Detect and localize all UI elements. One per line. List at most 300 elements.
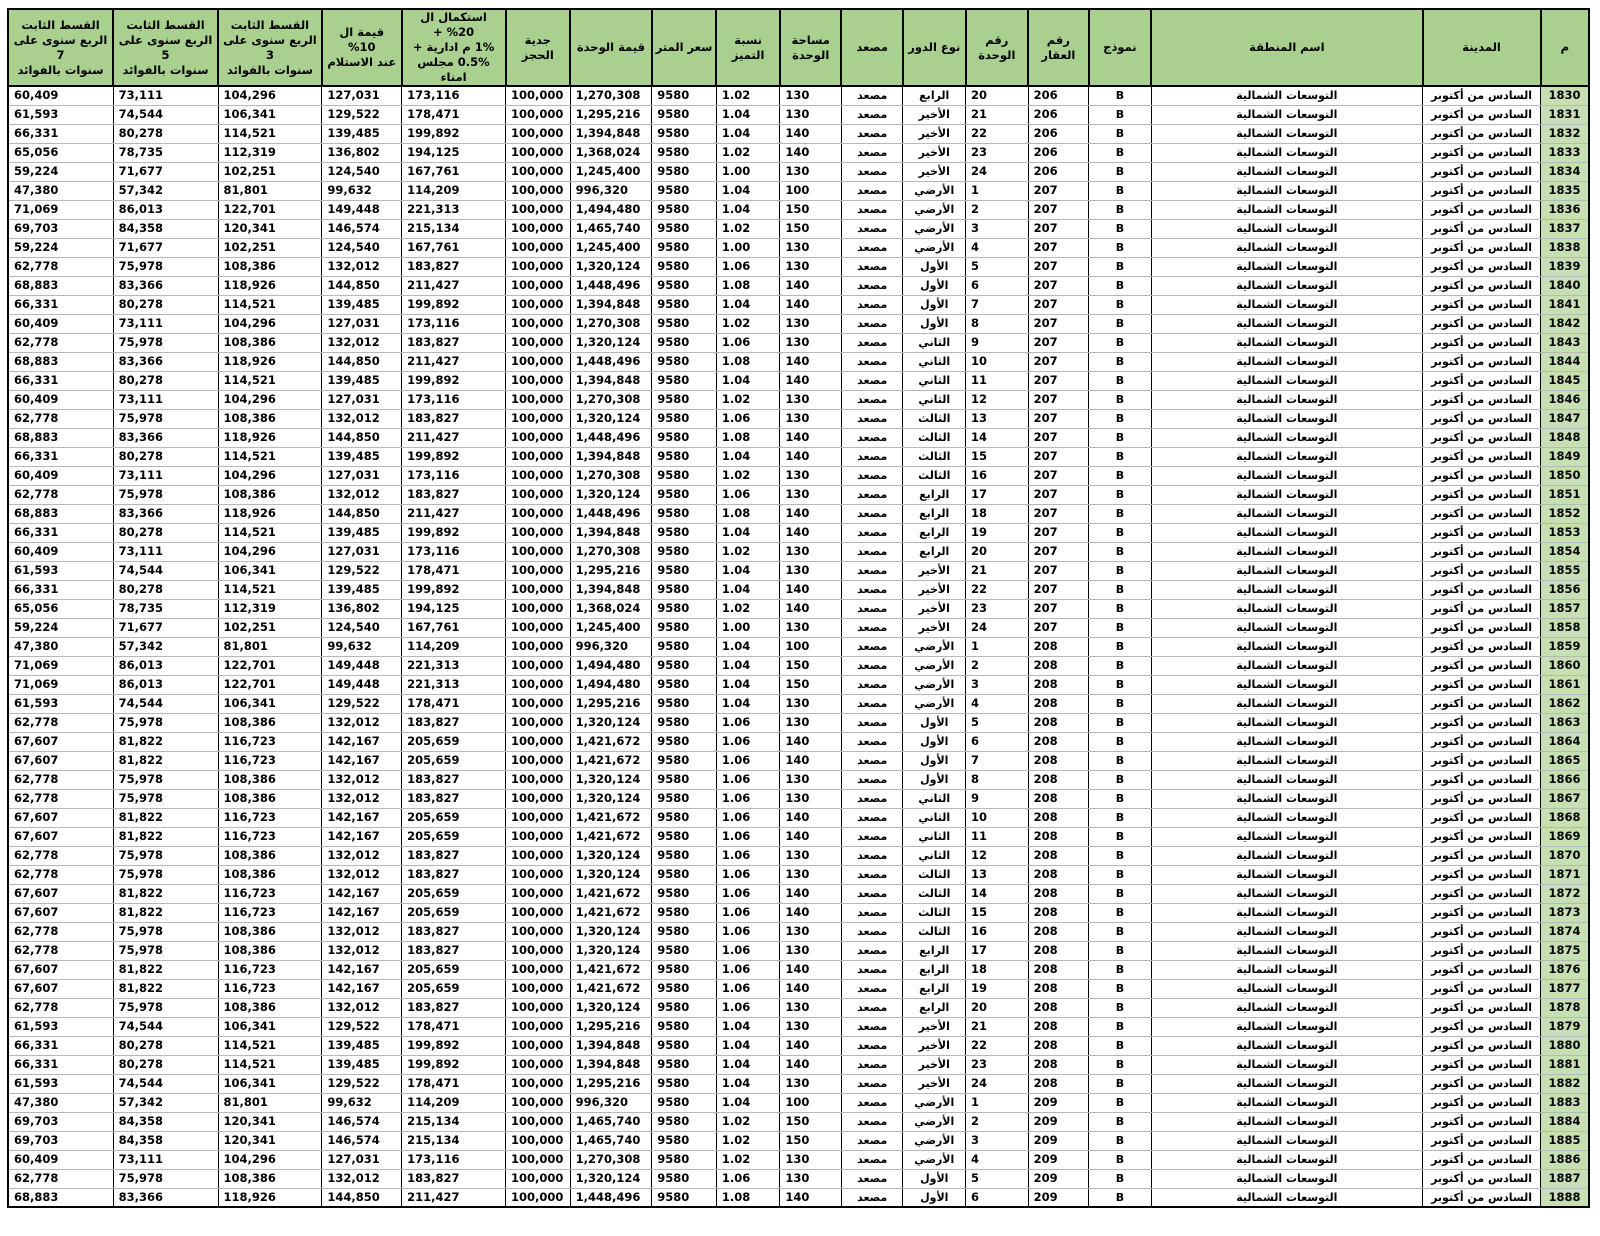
col-elevator-cell: مصعد: [841, 86, 903, 105]
col-index-cell: 1834: [1541, 162, 1589, 181]
col-model-cell: B: [1089, 295, 1152, 314]
col-handover-10pct-cell: 132,012: [322, 846, 402, 865]
col-unit-area-cell: 130: [780, 86, 842, 105]
table-row: [8, 276, 1589, 295]
table-row: [8, 827, 1589, 846]
col-meter-price-cell: 9580: [652, 580, 717, 599]
col-meter-price-cell: 9580: [652, 1188, 717, 1207]
col-installment-3y-cell: 116,723: [218, 732, 322, 751]
col-installment-7y-cell: 68,883: [8, 1188, 113, 1207]
col-model-cell: B: [1089, 485, 1152, 504]
col-booking-deposit-cell: 100,000: [506, 618, 571, 637]
col-city-cell: السادس من أكتوبر: [1423, 1017, 1541, 1036]
col-index-cell: 1830: [1541, 86, 1589, 105]
col-unit-area-cell: 150: [780, 219, 842, 238]
col-premium-ratio-cell: 1.04: [716, 675, 780, 694]
col-index-cell: 1875: [1541, 941, 1589, 960]
col-installment-3y-cell: 116,723: [218, 808, 322, 827]
col-unit-area-cell: 140: [780, 732, 842, 751]
col-installment-7y-cell: 62,778: [8, 409, 113, 428]
col-handover-10pct-cell: 132,012: [322, 485, 402, 504]
col-property-no-cell: 207: [1028, 295, 1089, 314]
col-unit-value-cell: 1,394,848: [570, 447, 652, 466]
col-unit-value-cell: 1,320,124: [570, 998, 652, 1017]
col-installment-3y-cell: 114,521: [218, 1036, 322, 1055]
col-property-no-cell: 207: [1028, 352, 1089, 371]
col-city-cell: السادس من أكتوبر: [1423, 713, 1541, 732]
col-city-cell: السادس من أكتوبر: [1423, 162, 1541, 181]
col-unit-value-cell: 1,394,848: [570, 295, 652, 314]
col-city-cell: السادس من أكتوبر: [1423, 846, 1541, 865]
col-unit-area-cell: 130: [780, 618, 842, 637]
col-elevator-cell: مصعد: [841, 238, 903, 257]
col-floor-type-cell: الأخير: [903, 124, 966, 143]
table-row: [8, 1093, 1589, 1112]
col-unit-value-cell: 1,320,124: [570, 865, 652, 884]
col-unit-value-cell: 996,320: [570, 1093, 652, 1112]
col-handover-10pct-cell: 139,485: [322, 523, 402, 542]
col-installment-5y-cell: 73,111: [113, 314, 218, 333]
col-meter-price-cell: 9580: [652, 1093, 717, 1112]
col-area-cell: التوسعات الشمالية: [1151, 1188, 1422, 1207]
col-unit-value-cell: 1,394,848: [570, 371, 652, 390]
col-elevator-cell: مصعد: [841, 295, 903, 314]
col-booking-deposit-cell: 100,000: [506, 751, 571, 770]
col-model-cell: B: [1089, 979, 1152, 998]
col-premium-ratio-cell: 1.04: [716, 561, 780, 580]
col-handover-10pct-cell: 129,522: [322, 1074, 402, 1093]
col-city-cell: السادس من أكتوبر: [1423, 333, 1541, 352]
col-installment-3y-cell: 116,723: [218, 960, 322, 979]
col-floor-type-cell: الرابع: [903, 485, 966, 504]
col-installment-7y-cell: 47,380: [8, 637, 113, 656]
col-installment-3y-cell: 106,341: [218, 1017, 322, 1036]
col-unit-value-cell: 1,394,848: [570, 1036, 652, 1055]
col-handover-10pct-cell: 142,167: [322, 960, 402, 979]
col-index-cell: 1838: [1541, 238, 1589, 257]
col-booking-deposit-cell: 100,000: [506, 428, 571, 447]
col-unit-value-cell: 1,245,400: [570, 162, 652, 181]
col-installment-5y-cell: 80,278: [113, 447, 218, 466]
col-unit-value-cell: 1,270,308: [570, 466, 652, 485]
col-index-cell: 1863: [1541, 713, 1589, 732]
col-elevator-cell: مصعد: [841, 808, 903, 827]
col-unit-no-cell: 15: [966, 903, 1029, 922]
col-booking-deposit-cell: 100,000: [506, 599, 571, 618]
col-installment-3y-cell: 108,386: [218, 485, 322, 504]
col-meter-price-cell: 9580: [652, 86, 717, 105]
col-premium-ratio-cell: 1.08: [716, 504, 780, 523]
col-installment-3y-cell: 114,521: [218, 124, 322, 143]
col-city-cell: السادس من أكتوبر: [1423, 86, 1541, 105]
table-row: [8, 580, 1589, 599]
col-index-cell: 1858: [1541, 618, 1589, 637]
col-unit-no-cell: 9: [966, 333, 1029, 352]
col-index-cell: 1869: [1541, 827, 1589, 846]
col-property-no-cell: 208: [1028, 1055, 1089, 1074]
col-floor-type-cell: الأخير: [903, 599, 966, 618]
col-city-cell: السادس من أكتوبر: [1423, 827, 1541, 846]
col-property-no-cell: 207: [1028, 580, 1089, 599]
col-premium-ratio-cell: 1.02: [716, 314, 780, 333]
col-handover-10pct-cell: 132,012: [322, 257, 402, 276]
col-booking-deposit-cell: 100,000: [506, 409, 571, 428]
col-unit-no-cell: 19: [966, 979, 1029, 998]
col-completion-20pct-cell: 221,313: [402, 200, 506, 219]
col-installment-5y-cell: 78,735: [113, 599, 218, 618]
col-unit-value-cell: 996,320: [570, 637, 652, 656]
col-unit-no-cell: 11: [966, 827, 1029, 846]
col-area-cell: التوسعات الشمالية: [1151, 789, 1422, 808]
col-area-cell: التوسعات الشمالية: [1151, 979, 1422, 998]
table-row: [8, 1074, 1589, 1093]
col-unit-value-cell: 1,295,216: [570, 105, 652, 124]
col-property-no-cell: 208: [1028, 637, 1089, 656]
col-unit-value-cell: 1,465,740: [570, 1112, 652, 1131]
col-completion-20pct-cell: 183,827: [402, 922, 506, 941]
col-index-cell: 1859: [1541, 637, 1589, 656]
col-index-cell: 1857: [1541, 599, 1589, 618]
col-area-cell: التوسعات الشمالية: [1151, 1169, 1422, 1188]
col-area-cell: التوسعات الشمالية: [1151, 333, 1422, 352]
col-completion-20pct-cell: 211,427: [402, 276, 506, 295]
col-property-no-cell: 207: [1028, 409, 1089, 428]
col-installment-5y-cell: 74,544: [113, 1074, 218, 1093]
col-installment-3y-cell: 114,521: [218, 371, 322, 390]
col-handover-10pct-cell: 124,540: [322, 162, 402, 181]
col-meter-price-cell: 9580: [652, 143, 717, 162]
col-completion-20pct-cell: 173,116: [402, 466, 506, 485]
col-area-cell: التوسعات الشمالية: [1151, 827, 1422, 846]
col-index-cell: 1856: [1541, 580, 1589, 599]
col-booking-deposit-header: جدية الحجز: [506, 9, 571, 86]
table-row: [8, 219, 1589, 238]
table-row: [8, 1017, 1589, 1036]
col-index-cell: 1865: [1541, 751, 1589, 770]
col-unit-no-cell: 16: [966, 466, 1029, 485]
col-model-cell: B: [1089, 1017, 1152, 1036]
col-handover-10pct-cell: 129,522: [322, 105, 402, 124]
col-installment-5y-header: القسط الثابت الربع سنوى على 5 سنوات بالفوائد: [113, 9, 218, 86]
col-city-cell: السادس من أكتوبر: [1423, 238, 1541, 257]
col-unit-no-cell: 10: [966, 808, 1029, 827]
col-area-cell: التوسعات الشمالية: [1151, 219, 1422, 238]
col-model-cell: B: [1089, 1093, 1152, 1112]
col-installment-7y-cell: 71,069: [8, 656, 113, 675]
col-installment-7y-cell: 71,069: [8, 675, 113, 694]
col-property-no-cell: 208: [1028, 903, 1089, 922]
col-completion-20pct-cell: 183,827: [402, 713, 506, 732]
col-installment-5y-cell: 83,366: [113, 428, 218, 447]
col-floor-type-cell: الأول: [903, 1169, 966, 1188]
col-floor-type-cell: الرابع: [903, 979, 966, 998]
col-handover-10pct-cell: 144,850: [322, 1188, 402, 1207]
col-installment-3y-cell: 118,926: [218, 428, 322, 447]
col-floor-type-cell: الثالث: [903, 922, 966, 941]
table-row: [8, 751, 1589, 770]
col-unit-no-cell: 10: [966, 352, 1029, 371]
col-installment-7y-cell: 69,703: [8, 219, 113, 238]
col-installment-7y-cell: 68,883: [8, 504, 113, 523]
table-row: [8, 656, 1589, 675]
col-index-cell: 1839: [1541, 257, 1589, 276]
col-model-cell: B: [1089, 276, 1152, 295]
col-unit-area-cell: 140: [780, 1055, 842, 1074]
col-unit-value-cell: 1,270,308: [570, 1150, 652, 1169]
col-installment-5y-cell: 75,978: [113, 922, 218, 941]
col-area-cell: التوسعات الشمالية: [1151, 846, 1422, 865]
col-installment-5y-cell: 83,366: [113, 1188, 218, 1207]
col-premium-ratio-cell: 1.06: [716, 333, 780, 352]
col-meter-price-cell: 9580: [652, 1017, 717, 1036]
col-completion-20pct-cell: 173,116: [402, 86, 506, 105]
table-row: [8, 979, 1589, 998]
col-city-cell: السادس من أكتوبر: [1423, 618, 1541, 637]
col-city-cell: السادس من أكتوبر: [1423, 1188, 1541, 1207]
col-index-cell: 1855: [1541, 561, 1589, 580]
col-city-cell: السادس من أكتوبر: [1423, 675, 1541, 694]
col-area-cell: التوسعات الشمالية: [1151, 884, 1422, 903]
col-completion-20pct-cell: 205,659: [402, 979, 506, 998]
col-completion-20pct-cell: 221,313: [402, 675, 506, 694]
col-area-cell: التوسعات الشمالية: [1151, 941, 1422, 960]
col-unit-no-cell: 20: [966, 86, 1029, 105]
col-unit-value-cell: 1,421,672: [570, 751, 652, 770]
col-city-cell: السادس من أكتوبر: [1423, 732, 1541, 751]
col-property-no-cell: 207: [1028, 504, 1089, 523]
col-index-cell: 1886: [1541, 1150, 1589, 1169]
col-elevator-cell: مصعد: [841, 1112, 903, 1131]
col-completion-20pct-cell: 178,471: [402, 1017, 506, 1036]
col-property-no-cell: 208: [1028, 808, 1089, 827]
col-floor-type-cell: الأرضي: [903, 1112, 966, 1131]
col-elevator-cell: مصعد: [841, 732, 903, 751]
col-completion-20pct-cell: 183,827: [402, 333, 506, 352]
col-floor-type-cell: الرابع: [903, 86, 966, 105]
col-meter-price-cell: 9580: [652, 599, 717, 618]
col-installment-7y-cell: 59,224: [8, 618, 113, 637]
col-city-cell: السادس من أكتوبر: [1423, 1093, 1541, 1112]
col-installment-7y-cell: 68,883: [8, 352, 113, 371]
col-property-no-cell: 208: [1028, 941, 1089, 960]
col-installment-5y-cell: 57,342: [113, 1093, 218, 1112]
col-meter-price-cell: 9580: [652, 1150, 717, 1169]
col-premium-ratio-cell: 1.06: [716, 713, 780, 732]
col-unit-area-cell: 130: [780, 694, 842, 713]
col-model-cell: B: [1089, 941, 1152, 960]
col-installment-3y-cell: 114,521: [218, 580, 322, 599]
col-model-cell: B: [1089, 504, 1152, 523]
col-booking-deposit-cell: 100,000: [506, 447, 571, 466]
col-unit-value-cell: 1,320,124: [570, 713, 652, 732]
col-floor-type-cell: الثاني: [903, 827, 966, 846]
col-meter-price-cell: 9580: [652, 371, 717, 390]
col-booking-deposit-cell: 100,000: [506, 656, 571, 675]
col-index-cell: 1846: [1541, 390, 1589, 409]
col-unit-area-cell: 130: [780, 105, 842, 124]
col-unit-no-cell: 20: [966, 542, 1029, 561]
col-unit-no-cell: 4: [966, 694, 1029, 713]
col-installment-7y-cell: 67,607: [8, 979, 113, 998]
col-floor-type-cell: الأخير: [903, 618, 966, 637]
col-meter-price-cell: 9580: [652, 713, 717, 732]
col-completion-20pct-cell: 215,134: [402, 219, 506, 238]
col-installment-7y-cell: 60,409: [8, 1150, 113, 1169]
col-meter-price-cell: 9580: [652, 979, 717, 998]
col-unit-no-cell: 2: [966, 1112, 1029, 1131]
col-premium-ratio-cell: 1.08: [716, 1188, 780, 1207]
col-unit-area-cell: 130: [780, 314, 842, 333]
col-completion-20pct-cell: 178,471: [402, 694, 506, 713]
col-property-no-cell: 208: [1028, 751, 1089, 770]
col-premium-ratio-cell: 1.06: [716, 998, 780, 1017]
col-unit-area-cell: 140: [780, 1036, 842, 1055]
col-installment-3y-cell: 108,386: [218, 1169, 322, 1188]
col-installment-7y-cell: 66,331: [8, 523, 113, 542]
col-index-cell: 1882: [1541, 1074, 1589, 1093]
col-completion-20pct-cell: 199,892: [402, 124, 506, 143]
col-meter-price-cell: 9580: [652, 485, 717, 504]
col-floor-type-cell: الأخير: [903, 105, 966, 124]
col-booking-deposit-cell: 100,000: [506, 390, 571, 409]
col-meter-price-cell: 9580: [652, 884, 717, 903]
col-installment-7y-cell: 66,331: [8, 371, 113, 390]
col-installment-5y-cell: 75,978: [113, 865, 218, 884]
table-row: [8, 789, 1589, 808]
col-area-cell: التوسعات الشمالية: [1151, 428, 1422, 447]
col-elevator-cell: مصعد: [841, 181, 903, 200]
col-model-cell: B: [1089, 428, 1152, 447]
col-meter-price-cell: 9580: [652, 1112, 717, 1131]
col-unit-no-cell: 1: [966, 181, 1029, 200]
col-elevator-cell: مصعد: [841, 485, 903, 504]
col-completion-20pct-cell: 183,827: [402, 770, 506, 789]
col-installment-5y-cell: 75,978: [113, 846, 218, 865]
col-installment-7y-cell: 62,778: [8, 485, 113, 504]
col-city-cell: السادس من أكتوبر: [1423, 371, 1541, 390]
col-booking-deposit-cell: 100,000: [506, 314, 571, 333]
table-row: [8, 637, 1589, 656]
col-installment-7y-cell: 62,778: [8, 941, 113, 960]
col-unit-area-cell: 130: [780, 789, 842, 808]
col-unit-no-cell: 22: [966, 580, 1029, 599]
col-handover-10pct-cell: 149,448: [322, 675, 402, 694]
col-installment-3y-cell: 102,251: [218, 618, 322, 637]
table-row: [8, 485, 1589, 504]
col-city-cell: السادس من أكتوبر: [1423, 1112, 1541, 1131]
col-installment-7y-cell: 62,778: [8, 998, 113, 1017]
col-handover-10pct-cell: 139,485: [322, 1055, 402, 1074]
col-unit-no-cell: 1: [966, 1093, 1029, 1112]
col-floor-type-cell: الثالث: [903, 428, 966, 447]
col-floor-type-cell: الأخير: [903, 561, 966, 580]
col-installment-5y-cell: 73,111: [113, 542, 218, 561]
col-booking-deposit-cell: 100,000: [506, 1074, 571, 1093]
col-unit-no-cell: 7: [966, 751, 1029, 770]
col-unit-value-cell: 1,368,024: [570, 143, 652, 162]
col-property-no-cell: 208: [1028, 1074, 1089, 1093]
col-premium-ratio-cell: 1.02: [716, 466, 780, 485]
col-handover-10pct-cell: 146,574: [322, 1131, 402, 1150]
col-booking-deposit-cell: 100,000: [506, 903, 571, 922]
col-premium-ratio-cell: 1.04: [716, 580, 780, 599]
col-meter-price-cell: 9580: [652, 124, 717, 143]
col-meter-price-cell: 9580: [652, 656, 717, 675]
col-city-cell: السادس من أكتوبر: [1423, 922, 1541, 941]
col-unit-value-cell: 1,320,124: [570, 789, 652, 808]
col-unit-area-cell: 130: [780, 561, 842, 580]
col-index-cell: 1844: [1541, 352, 1589, 371]
col-area-cell: التوسعات الشمالية: [1151, 466, 1422, 485]
col-installment-5y-cell: 73,111: [113, 86, 218, 105]
col-completion-20pct-cell: 205,659: [402, 751, 506, 770]
col-area-cell: التوسعات الشمالية: [1151, 181, 1422, 200]
col-meter-price-cell: 9580: [652, 618, 717, 637]
col-floor-type-cell: الأول: [903, 732, 966, 751]
col-city-cell: السادس من أكتوبر: [1423, 1131, 1541, 1150]
col-index-cell: 1848: [1541, 428, 1589, 447]
col-premium-ratio-cell: 1.04: [716, 1074, 780, 1093]
col-completion-20pct-cell: 199,892: [402, 295, 506, 314]
col-index-cell: 1888: [1541, 1188, 1589, 1207]
col-property-no-cell: 207: [1028, 599, 1089, 618]
table-row: [8, 352, 1589, 371]
col-index-cell: 1833: [1541, 143, 1589, 162]
table-row: [8, 200, 1589, 219]
col-unit-value-cell: 1,295,216: [570, 1017, 652, 1036]
col-handover-10pct-cell: 132,012: [322, 770, 402, 789]
col-unit-no-cell: 23: [966, 599, 1029, 618]
col-installment-3y-cell: 108,386: [218, 713, 322, 732]
col-premium-ratio-cell: 1.02: [716, 219, 780, 238]
col-elevator-cell: مصعد: [841, 656, 903, 675]
col-installment-3y-cell: 106,341: [218, 1074, 322, 1093]
col-property-no-cell: 207: [1028, 314, 1089, 333]
table-row: [8, 941, 1589, 960]
col-unit-area-cell: 130: [780, 409, 842, 428]
col-installment-7y-header: القسط الثابت الربع سنوى على 7 سنوات بالفوائد: [8, 9, 113, 86]
col-booking-deposit-cell: 100,000: [506, 295, 571, 314]
col-installment-5y-cell: 75,978: [113, 941, 218, 960]
col-meter-price-cell: 9580: [652, 675, 717, 694]
col-premium-ratio-cell: 1.06: [716, 960, 780, 979]
col-index-cell: 1884: [1541, 1112, 1589, 1131]
col-installment-3y-cell: 108,386: [218, 257, 322, 276]
col-city-cell: السادس من أكتوبر: [1423, 580, 1541, 599]
col-installment-5y-cell: 73,111: [113, 390, 218, 409]
col-unit-value-cell: 1,448,496: [570, 504, 652, 523]
col-installment-3y-cell: 118,926: [218, 352, 322, 371]
col-installment-7y-cell: 66,331: [8, 447, 113, 466]
col-elevator-cell: مصعد: [841, 694, 903, 713]
col-index-cell: 1841: [1541, 295, 1589, 314]
col-model-cell: B: [1089, 86, 1152, 105]
col-handover-10pct-cell: 129,522: [322, 561, 402, 580]
col-area-cell: التوسعات الشمالية: [1151, 713, 1422, 732]
col-installment-3y-cell: 114,521: [218, 447, 322, 466]
col-city-cell: السادس من أكتوبر: [1423, 105, 1541, 124]
col-installment-5y-cell: 75,978: [113, 713, 218, 732]
col-meter-price-cell: 9580: [652, 162, 717, 181]
col-index-cell: 1842: [1541, 314, 1589, 333]
col-floor-type-cell: الثالث: [903, 884, 966, 903]
table-row: [8, 105, 1589, 124]
col-elevator-cell: مصعد: [841, 1036, 903, 1055]
col-city-cell: السادس من أكتوبر: [1423, 181, 1541, 200]
table-row: [8, 922, 1589, 941]
col-property-no-cell: 208: [1028, 827, 1089, 846]
col-unit-value-cell: 1,245,400: [570, 238, 652, 257]
